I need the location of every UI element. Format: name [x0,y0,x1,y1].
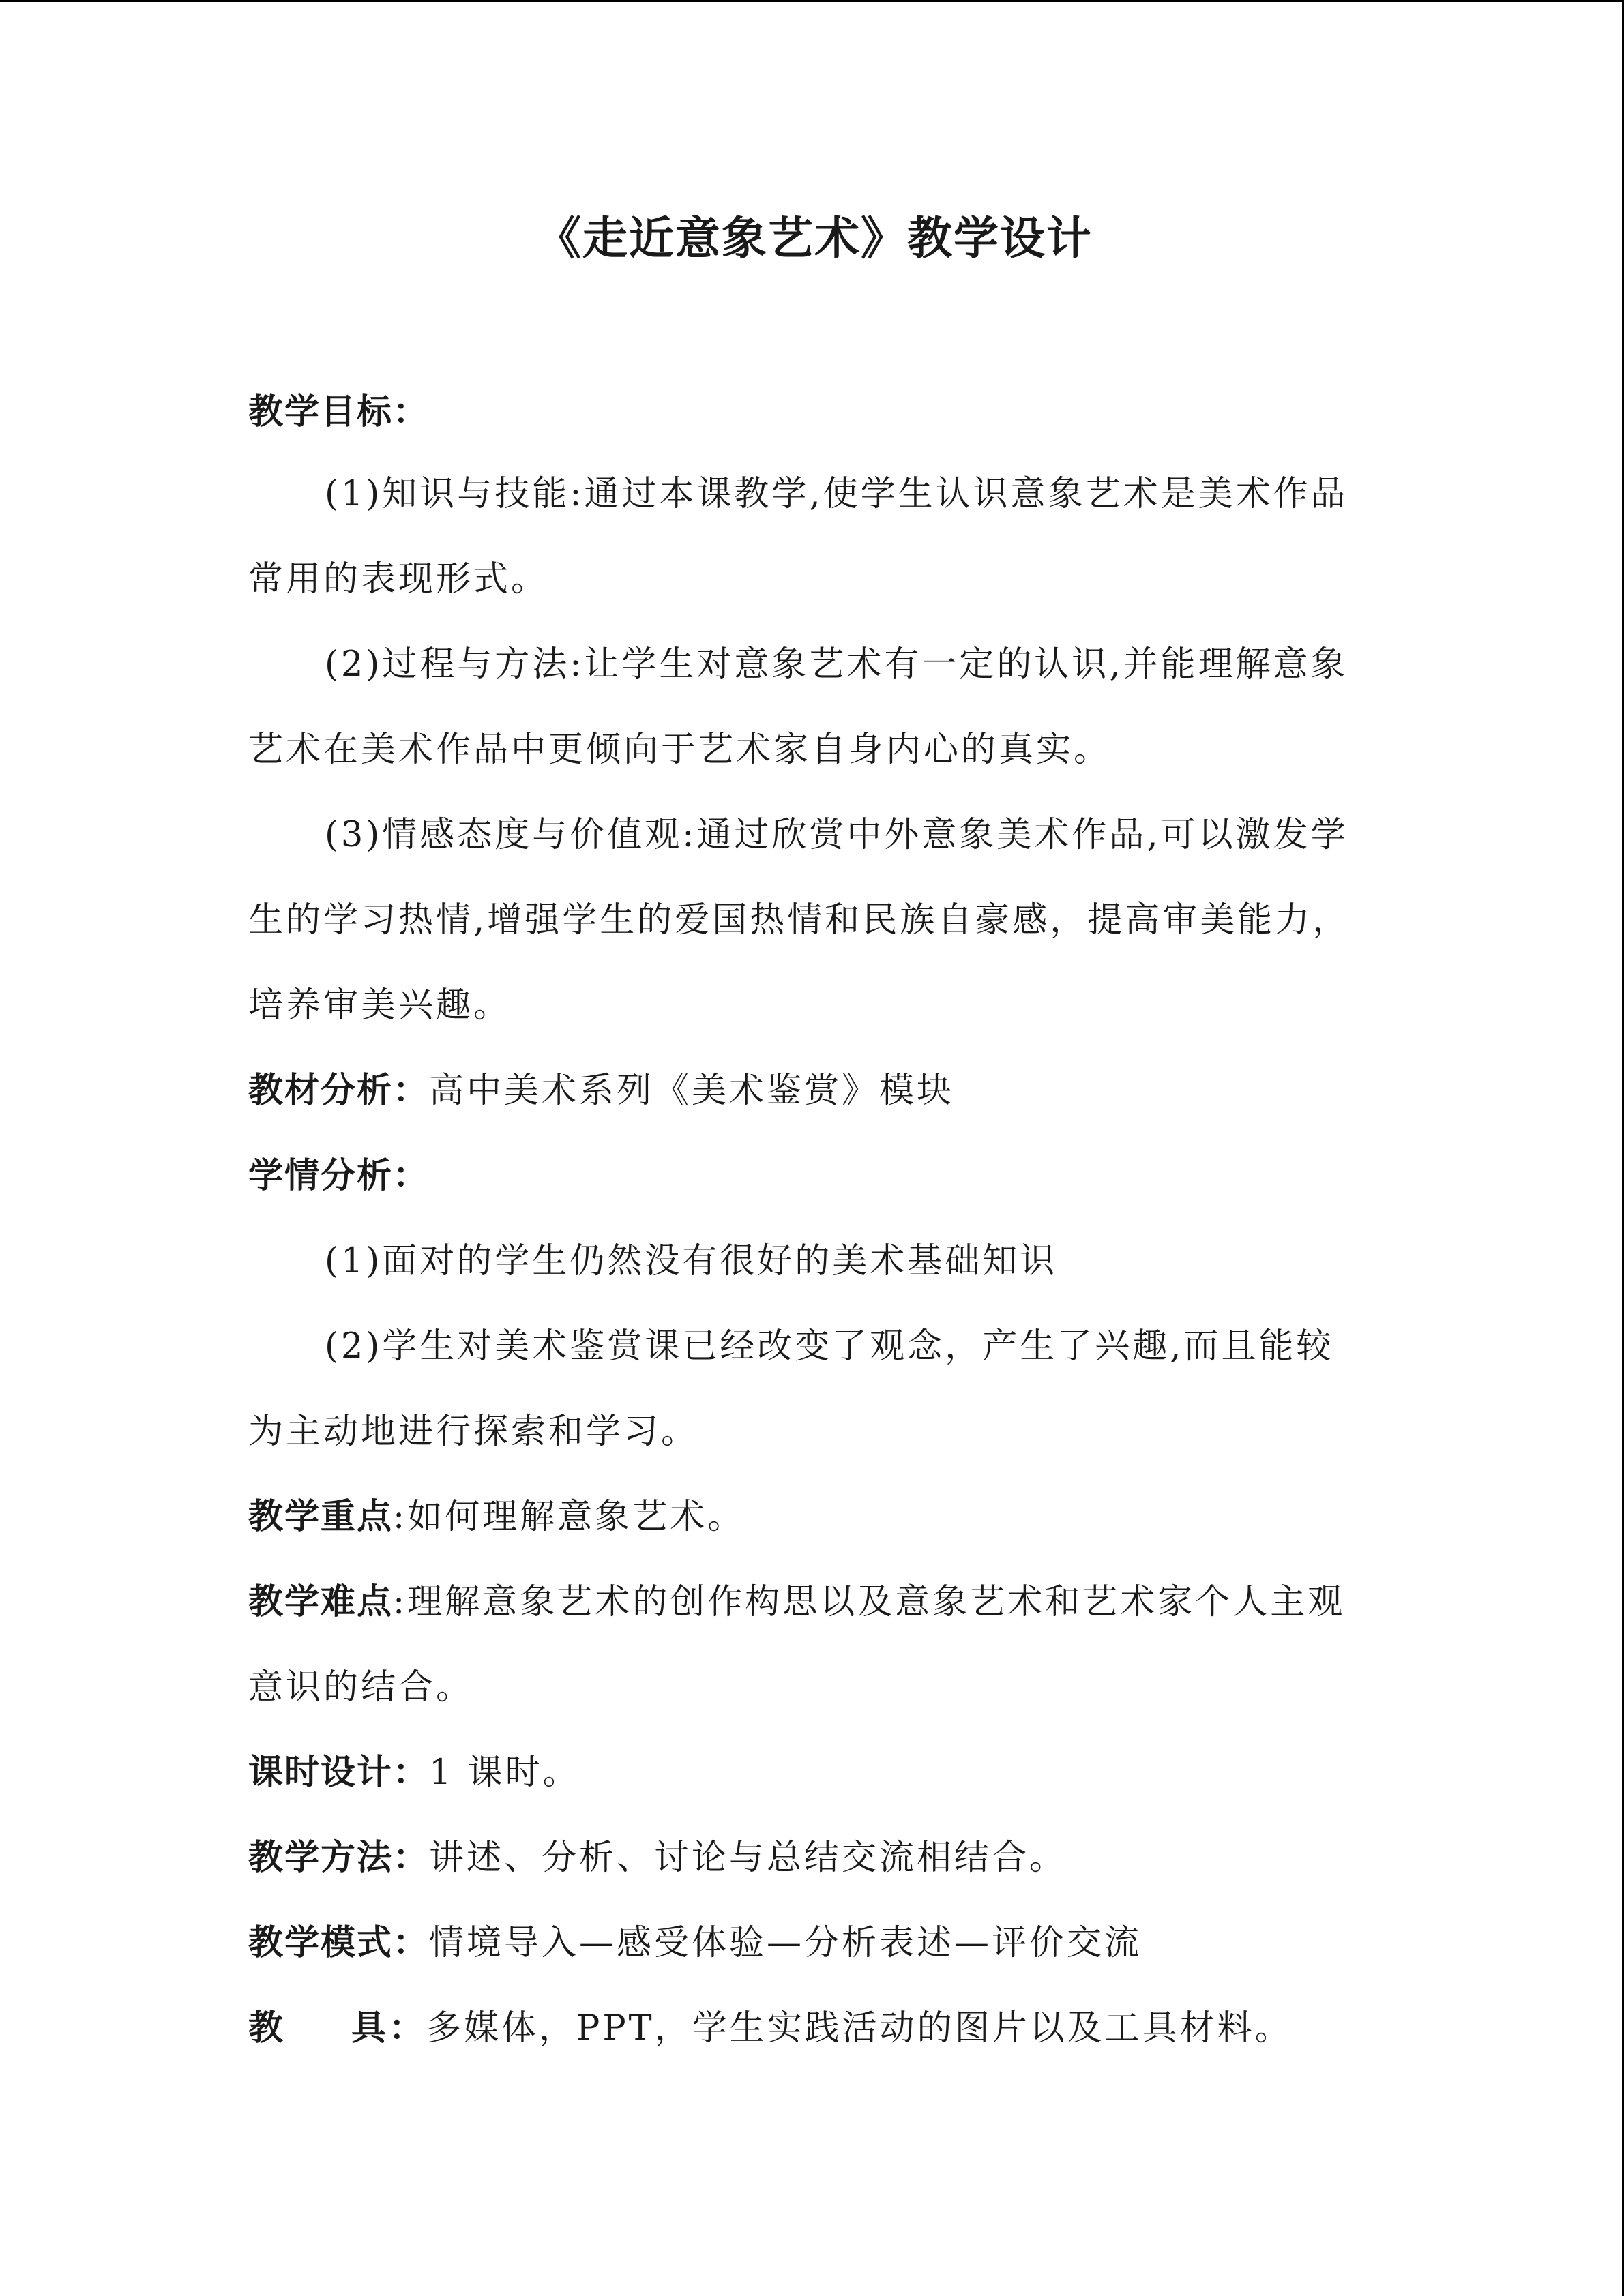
objectives-heading [248,389,1381,436]
method-text: 讲述、分析、讨论与总结交流相结合。 [429,1838,1067,1878]
material-label: 教材分析： [248,1071,430,1111]
objective-item-3-cont2: 培养审美兴趣。 [248,985,512,1026]
difficulty-label: 教学难点 [248,1582,394,1622]
difficulty-cont: 意识的结合。 [248,1667,474,1708]
students-label: 学情分析： [248,1156,430,1196]
objective-item-1: (1)知识与技能:通过本课教学,使学生认识意象艺术是美术作品 [325,474,1348,514]
method-label: 教学方法： [248,1838,430,1878]
mode-label: 教学模式： [248,1923,430,1963]
period [248,1749,1381,1797]
mode-text: 情境导入—感受体验—分析表述—评价交流 [429,1923,1142,1963]
objective-item-3-cont: 生的学习热情,增强学生的爱国热情和民族自豪感，提高审美能力， [248,900,1350,940]
objective-item-2-cont: 艺术在美术作品中更倾向于艺术家自身内心的真实。 [248,730,1112,770]
key-point-label: 教学重点 [248,1497,394,1537]
objective-item-1-cont: 常用的表现形式。 [248,559,549,599]
period-text: 1 课时。 [429,1753,580,1793]
material-text: 高中美术系列《美术鉴赏》模块 [429,1071,955,1111]
mode [248,1920,1381,1967]
document-title: 《走近意象艺术》教学设计 [536,212,1093,265]
difficulty-text: :理解意象艺术的创作构思以及意象艺术和艺术家个人主观 [393,1582,1346,1622]
tools-label-a: 教 [248,2008,286,2048]
objective-item-2: (2)过程与方法:让学生对意象艺术有一定的认识,并能理解意象 [325,644,1348,685]
key-point-text: :如何理解意象艺术。 [393,1497,745,1537]
students-item-2-cont: 为主动地进行探索和学习。 [248,1412,699,1452]
objectives-label: 教学目标： [248,392,430,432]
objective-item-3: (3)情感态度与价值观:通过欣赏中外意象美术作品,可以激发学 [325,815,1348,855]
difficulty [248,1579,1381,1626]
tools-label-b: 具： [351,2008,427,2048]
students-heading [248,1152,1381,1200]
material-analysis [248,1067,1381,1115]
tools [248,2005,1381,2053]
tools-text: 多媒体，PPT，学生实践活动的图片以及工具材料。 [426,2008,1293,2048]
key-point [248,1493,1381,1541]
method [248,1834,1381,1882]
period-label: 课时设计： [248,1753,430,1793]
students-item-1: (1)面对的学生仍然没有很好的美术基础知识 [325,1241,1058,1281]
students-item-2: (2)学生对美术鉴赏课已经改变了观念，产生了兴趣,而且能较 [325,1326,1334,1367]
